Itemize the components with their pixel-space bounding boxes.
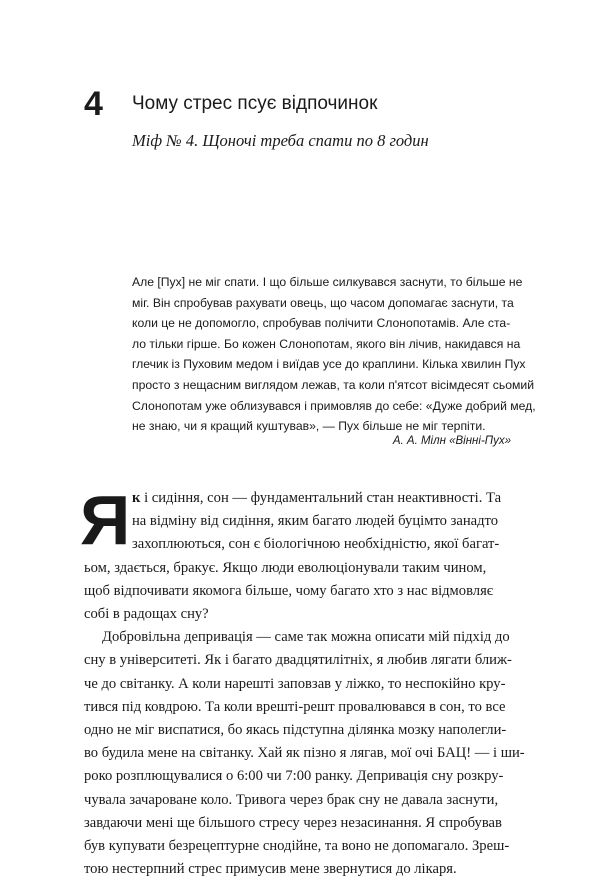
body-line: захоплюються, сон є біологічною необхідністю, якої багат- <box>132 536 500 553</box>
body-line <box>84 487 514 510</box>
chapter-title: Чому стрес псує відпочинок <box>132 93 378 114</box>
body-line: сну в університеті. Як і багато двадцятилітніх, я любив лягати ближ- <box>84 652 512 669</box>
first-line-text: і сидіння, сон — фундаментальний стан неактивності. Та <box>140 490 502 506</box>
myth-subtitle: Міф № 4. Щоночі треба спати по 8 годин <box>132 131 429 150</box>
epigraph-line: ло тільки гірше. Бо кожен Слонопотам, якого він лічив, накидався на <box>132 336 521 351</box>
body-line: роко розплющувалися о 6:00 чи 7:00 ранку. Депривація сну розкру- <box>84 768 504 785</box>
body-text <box>84 487 525 881</box>
epigraph-line: глечик із Пуховим медом і виїдав усе до краплини. Кілька хвилин Пух <box>132 357 526 372</box>
body-line: одно не міг виспатися, бо якась підступна ділянка мозку наполегли- <box>84 722 507 739</box>
epigraph-attribution: А. А. Мілн «Вінні-Пух» <box>392 435 511 447</box>
body-line: тився під ковдрою. Та коли врешті-решт провалювався в сон, то все <box>84 698 506 715</box>
epigraph-line: не знаю, чи я кращий куштував», — Пух більше не міг терпіти. <box>132 419 486 434</box>
epigraph-quote <box>132 272 536 437</box>
body-line: во будила мене на світанку. Хай як пізно я лягав, мої очі БАЦ! — і ши- <box>84 745 525 762</box>
first-word-rest: к <box>132 490 141 506</box>
body-line: тою нестерпний стрес примусив мене звернутися до лікаря. <box>84 861 457 878</box>
drop-cap: Я <box>80 481 131 559</box>
body-line: Добровільна депривація — саме так можна описати мій підхід до <box>102 629 510 646</box>
epigraph-line: коли це не допомогло, спробував полічити Слонопотамів. Але ста- <box>132 316 511 331</box>
body-line: чувала зачароване коло. Тривога через брак сну не давала заснути, <box>84 791 499 808</box>
epigraph-line: Але [Пух] не міг спати. І що більше силкувався заснути, то більше не <box>132 275 523 289</box>
body-line: собі в радощах сну? <box>84 606 209 623</box>
body-line: завдаючи мені ще більшого стресу через незасинання. Я спробував <box>84 814 502 831</box>
body-line: че до світанку. А коли нарешті заповзав у ліжко, то неспокійно кру- <box>84 675 506 692</box>
body-line: був купувати безрецептурне снодійне, та воно не допомагало. Зреш- <box>84 838 510 855</box>
body-line: на відміну від сидіння, яким багато людей буцімто занадто <box>132 513 499 530</box>
epigraph-line: міг. Він спробував рахувати овець, що часом допомагає заснути, та <box>132 295 514 310</box>
epigraph-line: просто з нещасним виглядом лежав, та коли п'ятсот вісімдесят сьомий <box>132 377 535 392</box>
chapter-number: 4 <box>84 85 103 123</box>
epigraph-line: Слонопотам уже облизувався і примовляв до себе: «Дуже добрий мед, <box>132 398 536 413</box>
body-line: ьом, здається, бракує. Якщо люди еволюціонували таким чином, <box>84 559 487 576</box>
body-line: щоб відпочивати якомога більше, чому багато хто з нас відмовляє <box>84 582 494 599</box>
